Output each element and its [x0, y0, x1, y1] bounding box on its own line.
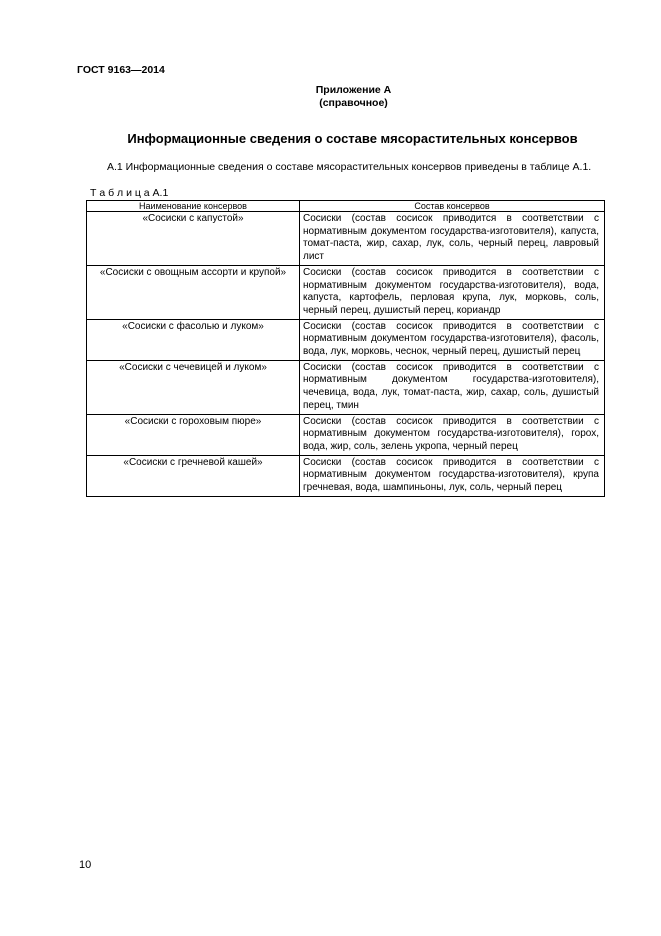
table-header-row	[87, 201, 605, 212]
product-name-cell: «Сосиски с гороховым пюре»	[87, 414, 300, 455]
composition-cell: Сосиски (состав сосисок приводится в соответствии с нормативным документом государства-изготовителя), горох, вода, жир, соль, зелень укропа, черный перец	[300, 414, 605, 455]
table-row	[87, 360, 605, 414]
table-row	[87, 265, 605, 319]
table-row	[87, 414, 605, 455]
composition-cell: Сосиски (состав сосисок приводится в соответствии с нормативным документом государства-изготовителя), вода, капуста, картофель, перловая крупа, лук, морковь, соль, черный перец, душистый перец, кориандр	[300, 265, 605, 319]
table-row	[87, 455, 605, 496]
standard-designation: ГОСТ 9163—2014	[77, 64, 165, 76]
composition-cell: Сосиски (состав сосисок приводится в соответствии с нормативным документом государства-изготовителя), крупа гречневая, вода, шампиньоны, лук, соль, черный перец	[300, 455, 605, 496]
table-row	[87, 319, 605, 360]
table-row	[87, 212, 605, 266]
product-name-cell: «Сосиски с чечевицей и луком»	[87, 360, 300, 414]
composition-cell: Сосиски (состав сосисок приводится в соответствии с нормативным документом государства-изготовителя), фасоль, вода, лук, морковь, чеснок, черный перец, душистый перец	[300, 319, 605, 360]
composition-cell: Сосиски (состав сосисок приводится в соответствии с нормативным документом государства-изготовителя), капуста, томат-паста, жир, сахар, лук, соль, черный перец, лавровый лист	[300, 212, 605, 266]
appendix-block	[23, 84, 661, 110]
intro-paragraph: А.1 Информационные сведения о составе мясорастительных консервов приведены в таблице А.1.	[107, 161, 592, 173]
product-name-cell: «Сосиски с овощным ассорти и крупой»	[87, 265, 300, 319]
header-product-name: Наименование консервов	[87, 201, 300, 212]
composition-table	[86, 200, 605, 497]
table-caption: Т а б л и ц а А.1	[90, 187, 169, 199]
product-name-cell: «Сосиски с гречневой кашей»	[87, 455, 300, 496]
appendix-type: (справочное)	[319, 97, 388, 109]
product-name-cell: «Сосиски с капустой»	[87, 212, 300, 266]
page-number: 10	[79, 859, 92, 871]
header-composition: Состав консервов	[300, 201, 605, 212]
composition-cell: Сосиски (состав сосисок приводится в соответствии с нормативным документом государства-изготовителя), чечевица, вода, лук, томат-паста, жир, сахар, соль, душистый перец, тмин	[300, 360, 605, 414]
appendix-title: Приложение А	[315, 84, 392, 96]
product-name-cell: «Сосиски с фасолью и луком»	[87, 319, 300, 360]
section-heading: Информационные сведения о составе мясорастительных консервов	[127, 131, 578, 146]
